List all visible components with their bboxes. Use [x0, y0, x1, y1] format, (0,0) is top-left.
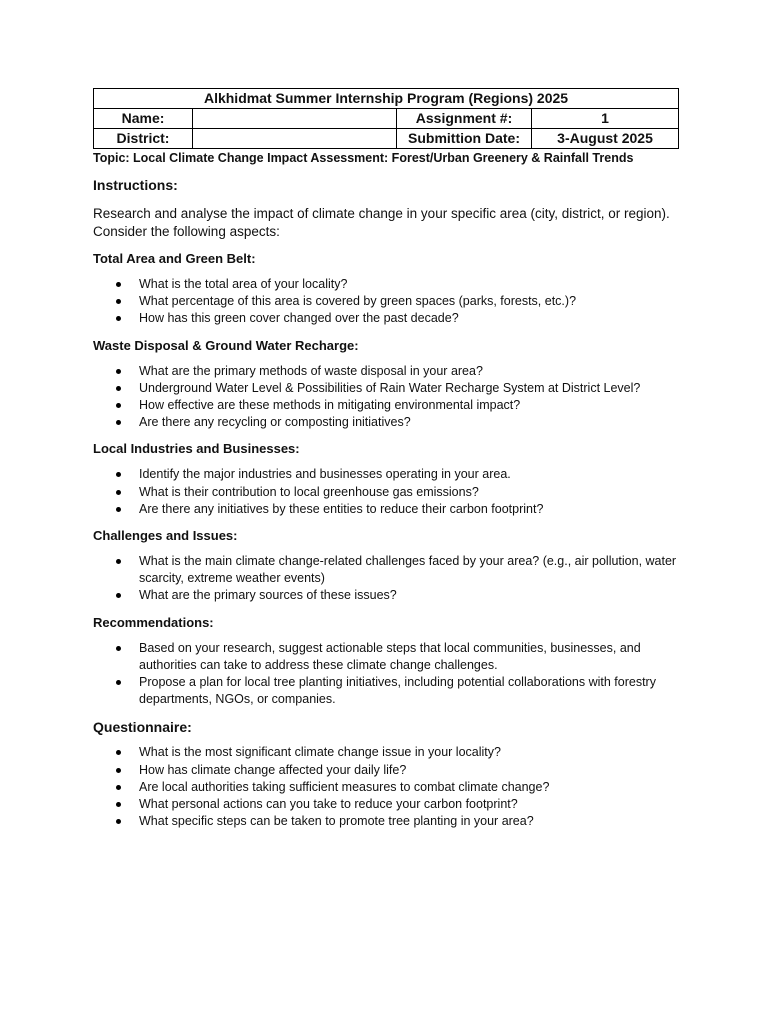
- questionnaire-list: [93, 744, 678, 830]
- document-page: [93, 88, 678, 830]
- list-item: What specific steps can be taken to promote tree planting in your area?: [93, 813, 678, 830]
- list-item: What is the most significant climate change issue in your locality?: [93, 744, 678, 761]
- section-heading: Challenges and Issues:: [93, 528, 238, 544]
- list-item: Are there any recycling or composting initiatives?: [93, 414, 678, 431]
- list-item: What are the primary sources of these issues?: [93, 587, 678, 604]
- section: [93, 250, 678, 328]
- list-item: Are local authorities taking sufficient measures to combat climate change?: [93, 779, 678, 796]
- section: [93, 527, 678, 605]
- list-item: How effective are these methods in mitigating environmental impact?: [93, 397, 678, 414]
- instructions-heading: Instructions:: [93, 177, 178, 193]
- list-item: Underground Water Level & Possibilities of Rain Water Recharge System at District Level?: [93, 380, 678, 397]
- district-label: District:: [94, 129, 193, 149]
- bullet-list: [93, 640, 678, 709]
- bullet-list: [93, 466, 678, 518]
- section: [93, 440, 678, 518]
- district-field: [193, 129, 397, 149]
- name-field: [193, 109, 397, 129]
- list-item: Based on your research, suggest actionable steps that local communities, businesses, and authorities can take to address these climate change challenges.: [93, 640, 678, 674]
- list-item: Propose a plan for local tree planting initiatives, including potential collaborations with forestry departments, NGOs, or companies.: [93, 674, 678, 708]
- sections-container: [93, 250, 678, 708]
- questionnaire-heading: Questionnaire:: [93, 719, 192, 736]
- list-item: What percentage of this area is covered by green spaces (parks, forests, etc.)?: [93, 293, 678, 310]
- submission-date: 3-August 2025: [532, 129, 679, 149]
- list-item: What is their contribution to local greenhouse gas emissions?: [93, 484, 678, 501]
- header-table: [93, 88, 679, 149]
- section-heading: Total Area and Green Belt:: [93, 251, 256, 266]
- list-item: How has this green cover changed over the past decade?: [93, 310, 678, 327]
- section-heading: Local Industries and Businesses:: [93, 441, 300, 457]
- assignment-number: 1: [532, 109, 679, 129]
- list-item: What is the total area of your locality?: [93, 276, 678, 293]
- list-item: Are there any initiatives by these entities to reduce their carbon footprint?: [93, 501, 678, 518]
- topic-line: Topic: Local Climate Change Impact Assessment: Forest/Urban Greenery & Rainfall Trends: [93, 151, 634, 165]
- section-heading: Waste Disposal & Ground Water Recharge:: [93, 337, 359, 353]
- section: [93, 337, 678, 432]
- section: [93, 614, 678, 709]
- list-item: What is the main climate change-related challenges faced by your area? (e.g., air pollution, water scarcity, extreme weather events): [93, 553, 678, 587]
- submission-date-label: Submittion Date:: [397, 129, 532, 149]
- name-label: Name:: [94, 109, 193, 129]
- bullet-list: [93, 553, 678, 605]
- list-item: How has climate change affected your daily life?: [93, 762, 678, 779]
- section-heading: Recommendations:: [93, 614, 214, 630]
- list-item: What are the primary methods of waste disposal in your area?: [93, 363, 678, 380]
- list-item: Identify the major industries and businesses operating in your area.: [93, 466, 678, 483]
- bullet-list: [93, 363, 678, 432]
- program-title: Alkhidmat Summer Internship Program (Regions) 2025: [94, 89, 679, 109]
- list-item: What personal actions can you take to reduce your carbon footprint?: [93, 796, 678, 813]
- bullet-list: [93, 276, 678, 328]
- intro-paragraph: Research and analyse the impact of climate change in your specific area (city, district, or region). Consider the following aspects:: [93, 206, 670, 239]
- assignment-label: Assignment #:: [397, 109, 532, 129]
